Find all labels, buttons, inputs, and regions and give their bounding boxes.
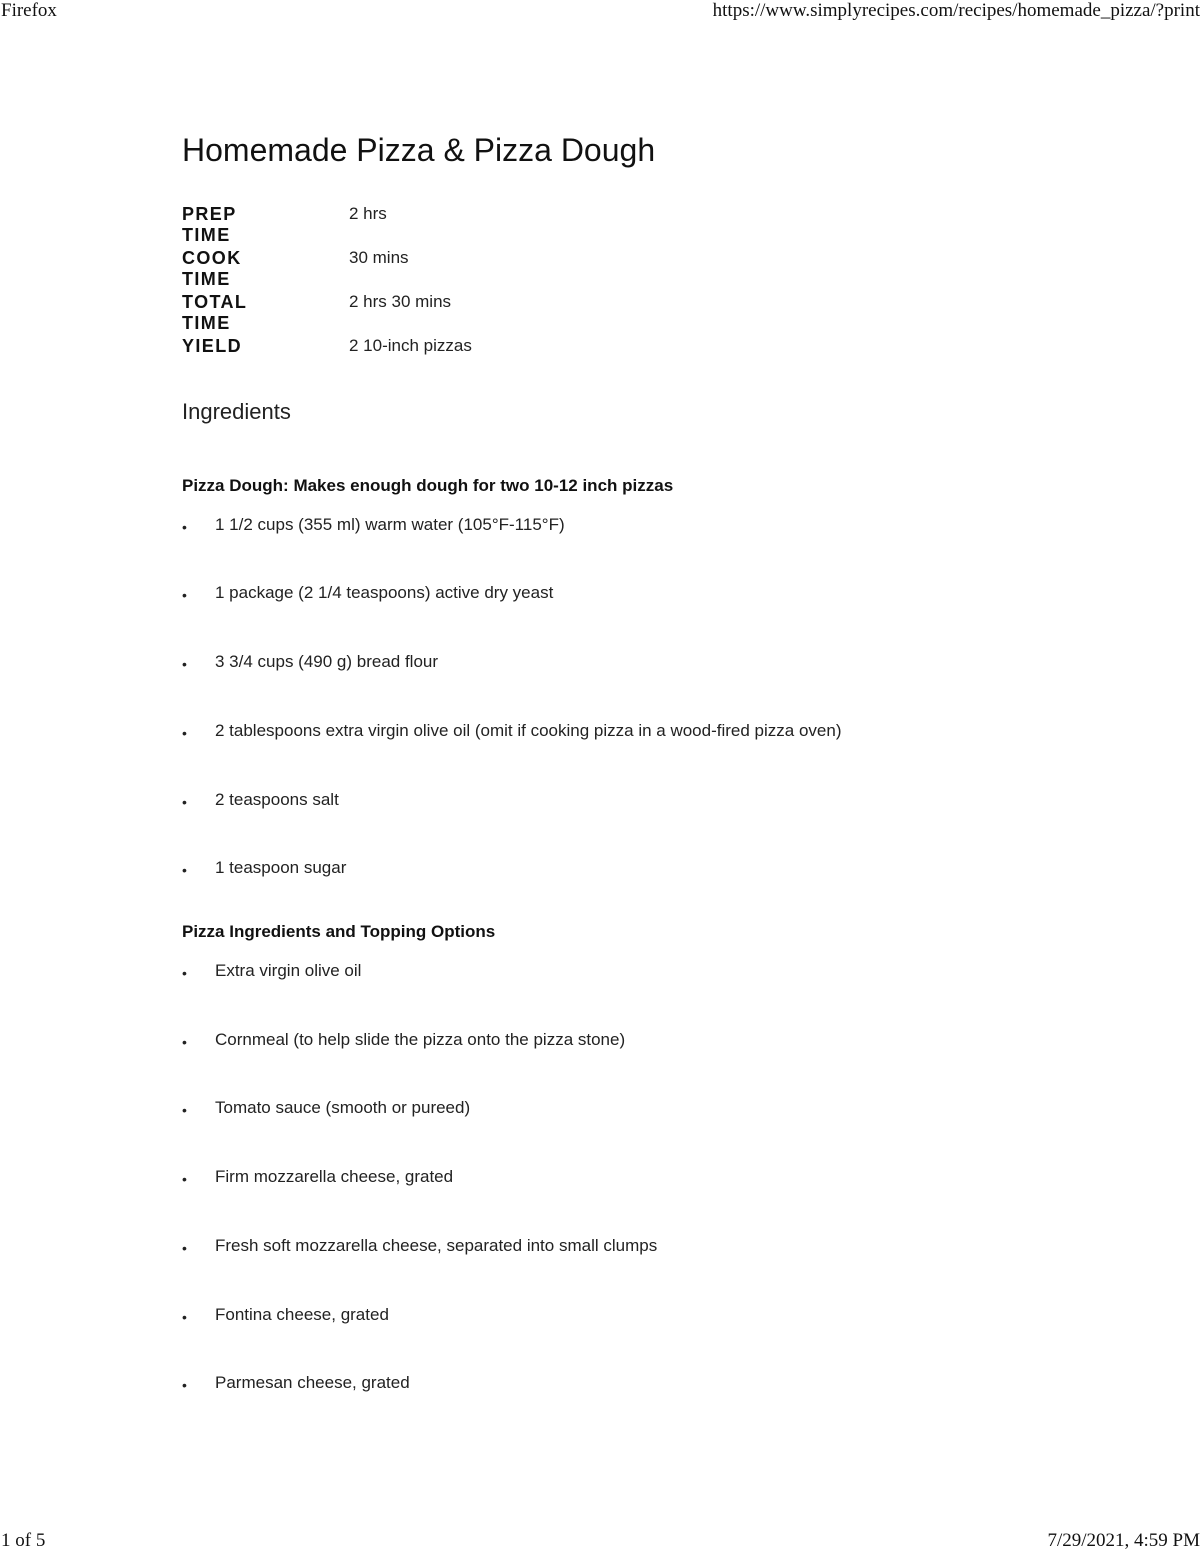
page-number: 1 of 5 — [1, 1530, 46, 1551]
ingredient-text: 2 tablespoons extra virgin olive oil (omit if cooking pizza in a wood-fired pizza oven) — [215, 721, 842, 740]
bullet-icon: • — [182, 587, 187, 603]
ingredient-text: 1 1/2 cups (355 ml) warm water (105°F-115°F) — [215, 515, 565, 534]
meta-value: 2 10-inch pizzas — [349, 336, 472, 355]
bullet-icon: • — [182, 1377, 187, 1393]
ingredient-text: Fontina cheese, grated — [215, 1305, 389, 1324]
ingredient-text: 1 teaspoon sugar — [215, 858, 347, 877]
ingredient-text: Firm mozzarella cheese, grated — [215, 1167, 454, 1186]
recipe-title: Homemade Pizza & Pizza Dough — [182, 132, 656, 168]
ingredient-text: Extra virgin olive oil — [215, 961, 362, 980]
ingredient-group-heading: Pizza Dough: Makes enough dough for two 10-12 inch pizzas — [182, 476, 674, 495]
bullet-icon: • — [182, 519, 187, 535]
bullet-icon: • — [182, 1102, 187, 1118]
print-footer — [0, 1530, 1200, 1554]
page-url[interactable]: https://www.simplyrecipes.com/recipes/homemade_pizza/?print — [712, 0, 1200, 21]
bullet-icon: • — [182, 794, 187, 810]
print-datetime: 7/29/2021, 4:59 PM — [1047, 1530, 1200, 1551]
meta-value: 2 hrs 30 mins — [349, 292, 452, 311]
meta-value: 30 mins — [349, 248, 409, 267]
ingredient-text: Tomato sauce (smooth or pureed) — [215, 1098, 471, 1117]
meta-label: YIELD — [182, 336, 243, 356]
bullet-icon: • — [182, 656, 187, 672]
meta-label: TOTAL TIME — [182, 292, 247, 333]
meta-label: COOK TIME — [182, 248, 242, 289]
ingredient-text: 1 package (2 1/4 teaspoons) active dry yeast — [215, 583, 554, 602]
meta-value: 2 hrs — [349, 204, 387, 223]
bullet-icon: • — [182, 1171, 187, 1187]
bullet-icon: • — [182, 1034, 187, 1050]
ingredient-text: 3 3/4 cups (490 g) bread flour — [215, 652, 439, 671]
ingredient-text: Fresh soft mozzarella cheese, separated into small clumps — [215, 1236, 658, 1255]
browser-name: Firefox — [1, 0, 57, 21]
ingredients-heading: Ingredients — [182, 399, 291, 424]
bullet-icon: • — [182, 1309, 187, 1325]
ingredient-text: Parmesan cheese, grated — [215, 1373, 410, 1392]
print-header — [0, 0, 1200, 24]
bullet-icon: • — [182, 965, 187, 981]
ingredient-group-heading: Pizza Ingredients and Topping Options — [182, 922, 496, 941]
bullet-icon: • — [182, 1240, 187, 1256]
meta-label: PREP TIME — [182, 204, 237, 245]
ingredient-text: 2 teaspoons salt — [215, 790, 339, 809]
bullet-icon: • — [182, 725, 187, 741]
bullet-icon: • — [182, 862, 187, 878]
ingredient-text: Cornmeal (to help slide the pizza onto the pizza stone) — [215, 1030, 626, 1049]
